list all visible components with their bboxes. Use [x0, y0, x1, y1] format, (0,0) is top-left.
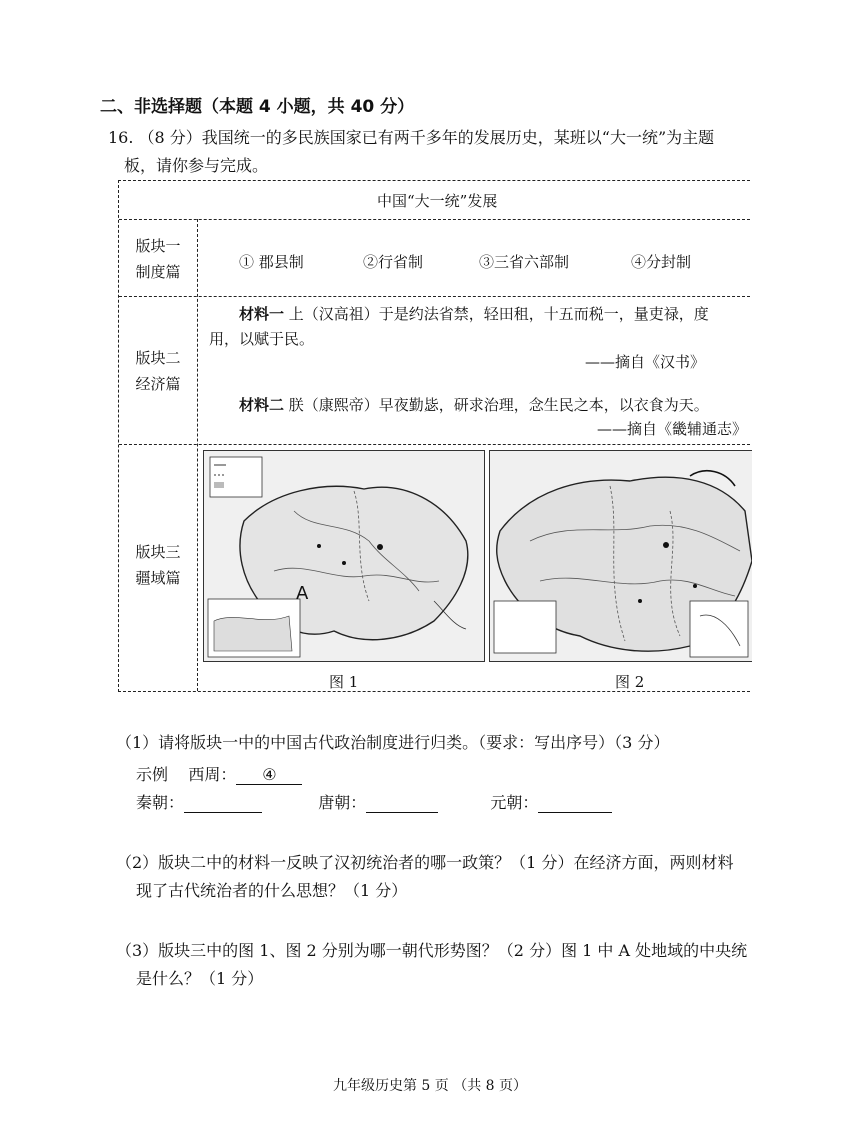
q1-example: 示例 西周： ④	[136, 762, 302, 785]
q1-answer-row: 秦朝： 唐朝： 元朝：	[136, 790, 612, 813]
question-1: （1）请将版块一中的中国古代政治制度进行归类。（要求：写出序号）（3 分）	[116, 733, 670, 752]
material1-line1: 材料一 上（汉高祖）于是约法省禁，轻田租，十五而税一，量吏禄，度	[239, 305, 709, 323]
table-header: 中国“大一统”发展	[377, 192, 498, 210]
block2-label: 版块二 经济篇	[135, 349, 181, 393]
map2-caption: 图 2	[615, 673, 645, 691]
question-3-line1: （3）版块三中的图 1、图 2 分别为哪一朝代形势图？（2 分）图 1 中 A 处地域的中央统	[116, 941, 748, 960]
map1-label-a: A	[296, 583, 309, 604]
tang-answer-blank[interactable]	[366, 812, 438, 813]
section-title: 二、非选择题（本题 4 小题，共 40 分）	[100, 97, 415, 117]
page-footer: 九年级历史第 5 页 （共 8 页）	[332, 1078, 528, 1094]
block3-label: 版块三 疆域篇	[135, 543, 181, 587]
qin-answer-blank[interactable]	[184, 812, 262, 813]
question-2-line2: 现了古代统治者的什么思想？（1 分）	[136, 881, 408, 900]
map1-caption: 图 1	[329, 673, 359, 691]
yuan-answer-blank[interactable]	[538, 812, 612, 813]
system-item-4: ④分封制	[631, 253, 692, 271]
question-3-line2: 是什么？（1 分）	[136, 969, 264, 988]
system-item-1: ① 郡县制	[239, 253, 304, 271]
material1-line2: 用，以赋于民。	[209, 330, 315, 348]
material2-source: ——摘自《畿辅通志》	[597, 420, 748, 438]
material2-line1: 材料二 朕（康熙帝）早夜勤毖，研求治理，念生民之本，以衣食为天。	[239, 396, 709, 414]
material1-source: ——摘自《汉书》	[585, 353, 706, 371]
q1-example-answer: ④	[236, 765, 302, 785]
han-territory-map	[204, 451, 484, 661]
question-16-line1: 16. （8 分）我国统一的多民族国家已有两千多年的发展历史，某班以“大一统”为主题	[108, 128, 715, 147]
question-16-line2: 板，请你参与完成。	[124, 156, 269, 175]
system-item-2: ②行省制	[363, 253, 424, 271]
block1-label: 版块一 制度篇	[135, 237, 181, 281]
question-2-line1: （2）版块二中的材料一反映了汉初统治者的哪一政策？（1 分）在经济方面，两则材料	[116, 853, 734, 872]
system-item-3: ③三省六部制	[479, 253, 570, 271]
unification-table	[118, 180, 750, 692]
map-figure-1	[203, 450, 485, 662]
yuan-territory-map	[490, 451, 752, 661]
map-figure-2	[489, 450, 752, 662]
